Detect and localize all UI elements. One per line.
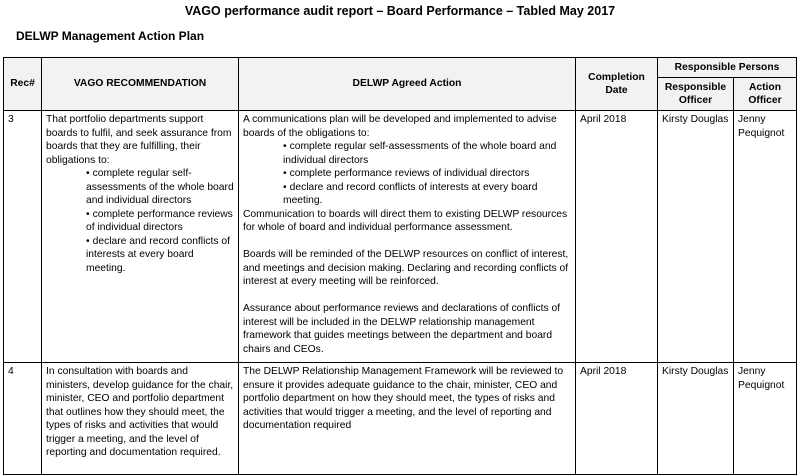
recommendation-cell [42, 363, 239, 475]
rec-number: 3 [4, 111, 42, 363]
document-title: VAGO performance audit report – Board Performance – Tabled May 2017 [184, 4, 616, 18]
col-header-action-officer: Action Officer [734, 78, 797, 111]
list-item [86, 208, 234, 235]
action-paragraph: Communication to boards will direct them to existing DELWP resources for whole of board and individual performance assessment. [243, 208, 568, 233]
bullet-text: complete performance reviews of individual directors [289, 168, 530, 179]
bullet-icon: • [86, 235, 90, 247]
bullet-icon: • [86, 208, 90, 220]
action-paragraph: Assurance about performance reviews and declarations of conflicts of interest will be included in the DELWP relationship management framework that guides meetings between the department and board chairs and CEOs. [243, 303, 561, 355]
responsible-officer: Kirsty Douglas [658, 111, 734, 363]
list-item [283, 140, 571, 167]
action-text: The DELWP Relationship Management Framework will be reviewed to ensure it provides adequate guidance to the chair, minister, CEO and portfolio department on how they should meet, the types of risks and activities that would trigger a meeting, and the level of reporting and documentation required [243, 366, 564, 431]
action-text: A communications plan will be developed and implemented to advise boards of the obligations to: [243, 114, 557, 139]
section-title: DELWP Management Action Plan [16, 29, 205, 43]
col-header-rec: Rec# [4, 58, 42, 111]
bullet-text: declare and record conflicts of interests at every board meeting. [86, 235, 230, 274]
table-row [4, 363, 797, 475]
col-header-responsible-officer: Responsible Officer [658, 78, 734, 111]
bullet-icon: • [283, 181, 287, 193]
list-item [86, 235, 234, 276]
responsible-officer: Kirsty Douglas [658, 363, 734, 475]
bullet-text: complete regular self-assessments of the whole board and individual directors [86, 168, 234, 206]
col-header-completion: Completion Date [576, 58, 658, 111]
recommendation-bullets [86, 167, 234, 275]
action-officer: Jenny Pequignot [734, 363, 797, 475]
bullet-text: complete performance reviews of individual directors [86, 208, 233, 233]
list-item [86, 167, 234, 208]
list-item [283, 181, 571, 208]
recommendation-cell [42, 111, 239, 363]
col-header-recommendation: VAGO RECOMMENDATION [42, 58, 239, 111]
recommendation-text: That portfolio departments support boards to fulfil, and seek assurance from boards that they are fulfilling, their obligations to: [46, 114, 232, 166]
col-header-action: DELWP Agreed Action [239, 58, 576, 111]
action-plan-table [3, 57, 797, 475]
list-item [283, 167, 571, 181]
bullet-text: declare and record conflicts of interests at every board meeting. [283, 181, 538, 206]
completion-date: April 2018 [576, 111, 658, 363]
action-paragraph: Boards will be reminded of the DELWP resources on conflict of interest, and meetings and decision making. Declaring and recording conflicts of interest at every meeting will be reinforced. [243, 249, 569, 287]
rec-number: 4 [4, 363, 42, 475]
agreed-action-cell [239, 363, 576, 475]
bullet-text: complete regular self-assessments of the whole board and individual directors [283, 141, 557, 166]
bullet-icon: • [283, 168, 287, 179]
action-officer: Jenny Pequignot [734, 111, 797, 363]
completion-date: April 2018 [576, 363, 658, 475]
table-row [4, 111, 797, 363]
bullet-icon: • [86, 168, 90, 179]
col-header-responsible-persons: Responsible Persons [658, 58, 797, 78]
bullet-icon: • [283, 141, 287, 152]
recommendation-text: In consultation with boards and ministers, develop guidance for the chair, minister, CEO and portfolio department that outlines how they should meet, the types of risks and activities that would trigger a meeting, and the level of reporting and documentation required. [46, 366, 234, 458]
action-bullets [283, 140, 571, 208]
agreed-action-cell [239, 111, 576, 363]
